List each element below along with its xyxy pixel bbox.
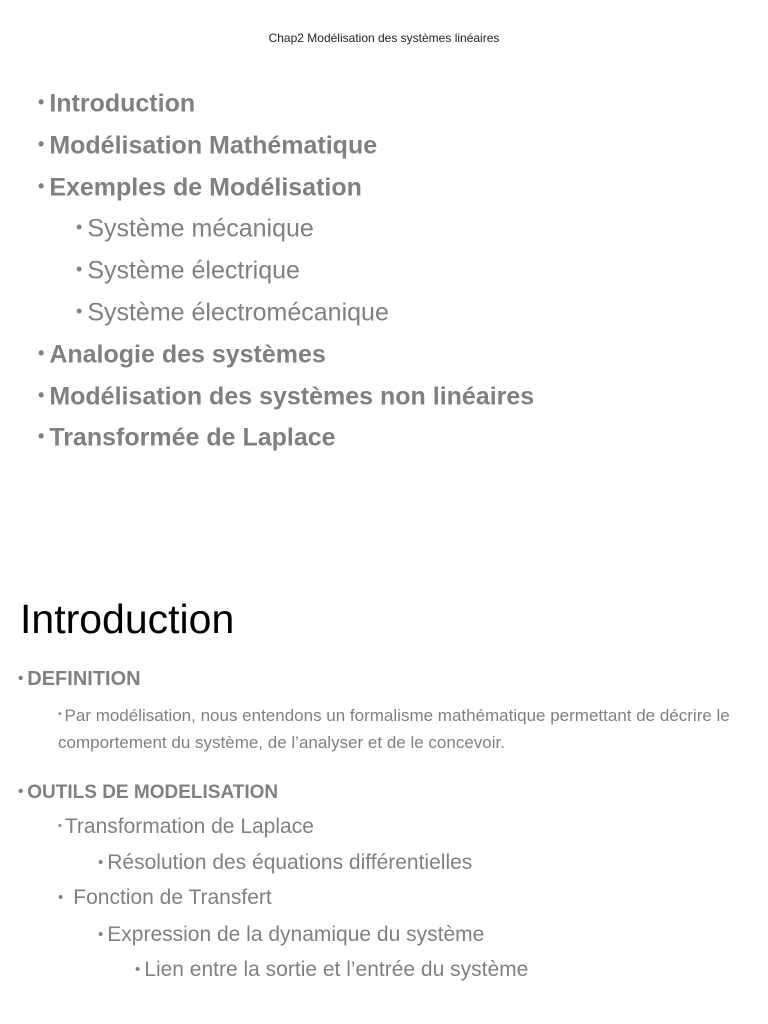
bullet-icon: • xyxy=(98,926,104,943)
outline-item-label: Modélisation Mathématique xyxy=(49,131,378,160)
definition-paragraph xyxy=(58,701,748,756)
tool-laplace-sub xyxy=(98,851,472,875)
outline-item-non-lineaires xyxy=(38,377,534,419)
outline-subitem-mecanique xyxy=(38,209,534,251)
bullet-icon: • xyxy=(76,300,83,321)
bullet-icon: • xyxy=(135,961,141,978)
bullet-icon: • xyxy=(58,709,62,720)
outline-subitem-electromecanique xyxy=(38,293,534,335)
tool-transfer-label: Fonction de Transfert xyxy=(73,886,272,909)
outline-item-laplace xyxy=(38,418,534,460)
outline-item-label: Modélisation des systèmes non linéaires xyxy=(49,382,535,411)
outline-item-label: Système mécanique xyxy=(87,214,314,243)
outline-item-label: Système électromécanique xyxy=(87,298,389,327)
outline-item-label: Transformée de Laplace xyxy=(49,423,336,452)
page-header: Chap2 Modélisation des systèmes linéaires xyxy=(268,31,500,45)
tools-heading xyxy=(18,782,278,804)
bullet-icon: • xyxy=(38,384,45,405)
tool-laplace-sub-label: Résolution des équations différentielles xyxy=(107,851,473,874)
section-title: Introduction xyxy=(20,596,235,642)
outline-item-label: Introduction xyxy=(49,89,196,118)
definition-heading xyxy=(18,668,141,691)
tools-heading-label: OUTILS DE MODELISATION xyxy=(27,782,279,803)
outline-item-label: Système électrique xyxy=(87,256,300,285)
bullet-icon: • xyxy=(38,133,45,154)
bullet-icon: • xyxy=(38,175,45,196)
tool-transfer-sub-sub xyxy=(135,958,528,982)
definition-heading-label: DEFINITION xyxy=(27,668,141,690)
bullet-icon: • xyxy=(38,426,45,447)
bullet-icon: • xyxy=(18,783,24,800)
bullet-icon: • xyxy=(38,92,45,112)
tool-transfer-sub-sub-label: Lien entre la sortie et l’entrée du système xyxy=(144,958,529,981)
bullet-icon: • xyxy=(18,670,24,687)
bullet-icon: • xyxy=(58,820,62,832)
outline-item-label: Exemples de Modélisation xyxy=(49,173,362,202)
tool-transfer-sub xyxy=(98,923,484,947)
tool-laplace xyxy=(58,815,314,839)
tool-laplace-label: Transformation de Laplace xyxy=(64,815,314,838)
outline-item-exemples xyxy=(38,168,534,210)
outline-subitem-electrique xyxy=(38,251,534,293)
definition-text: Par modélisation, nous entendons un formalisme mathématique permettant de décrire le comportement du système, de l’analyser et de le concevoir. xyxy=(58,706,730,752)
bullet-icon: • xyxy=(76,259,83,280)
tool-transfer xyxy=(58,886,272,910)
bullet-icon: • xyxy=(38,342,45,363)
outline-item-analogie xyxy=(38,335,534,377)
bullet-icon: • xyxy=(58,889,64,906)
outline-item-label: Analogie des systèmes xyxy=(49,340,326,369)
outline-item-modelisation-mathematique xyxy=(38,126,534,168)
tool-transfer-sub-label: Expression de la dynamique du système xyxy=(107,923,485,946)
bullet-icon: • xyxy=(98,854,104,871)
chapter-outline xyxy=(38,84,534,460)
outline-item-introduction xyxy=(38,84,534,126)
bullet-icon: • xyxy=(76,217,83,238)
